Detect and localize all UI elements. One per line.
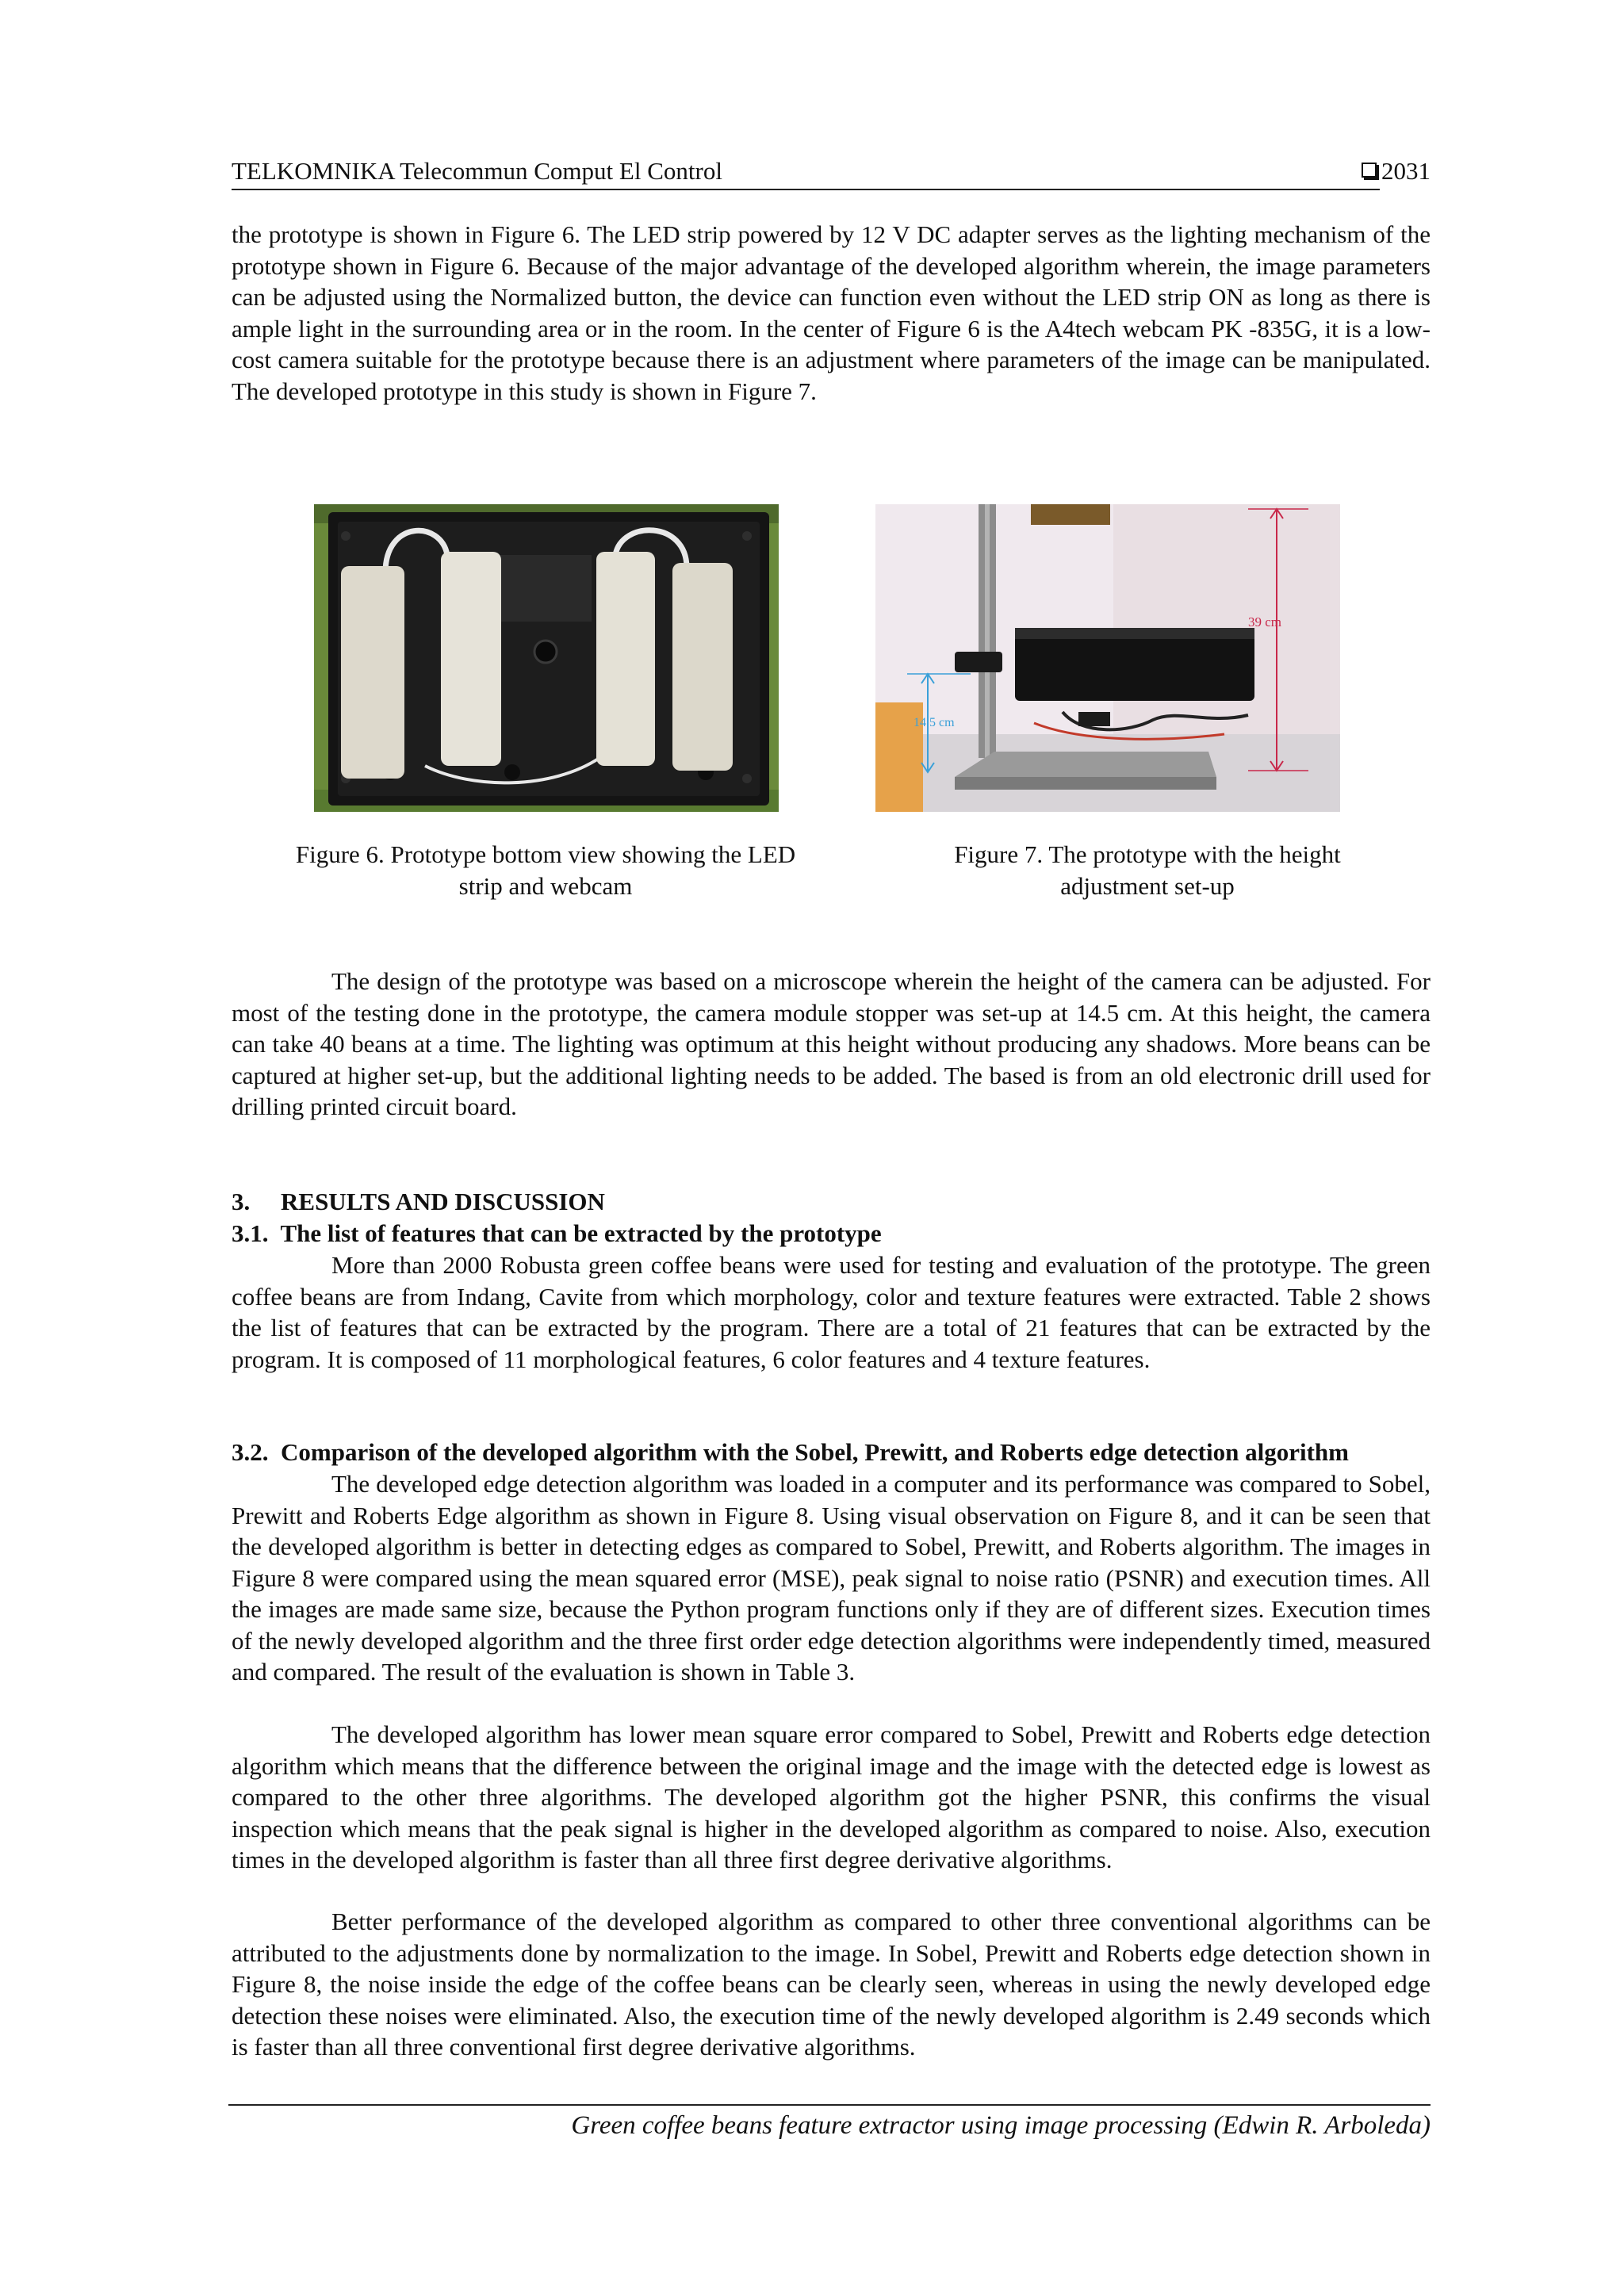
section-3-2-heading: 3.2. Comparison of the developed algorithm with the Sobel, Prewitt, and Roberts edge detection algorithm [232, 1438, 1349, 1466]
figure-6-caption-line2: strip and webcam [458, 871, 633, 900]
section-3-1-paragraph: More than 2000 Robusta green coffee beans were used for testing and evaluation of the prototype. The green coffee beans are from Indang, Cavite from which morphology, color and texture features were extracted. Table 2 shows the list of features that can be extracted by the program. There are a total of 21 features that can be extracted by the program. It is composed of 11 morphological features, 6 color features and 4 texture features. [232, 1251, 1431, 1373]
design-paragraph: The design of the prototype was based on a microscope wherein the height of the camera can be adjusted. For most of the testing done in the prototype, the camera module stopper was set-up at 14.5 cm. At this height, the camera can take 40 beans at a time. The lighting was optimum at this height without producing any shadows. More beans can be captured at higher set-up, but the additional lighting needs to be added. The based is from an old electronic drill used for drilling printed circuit board. [232, 967, 1431, 1120]
journal-name: TELKOMNIKA Telecommun Comput El Control [232, 157, 722, 185]
running-footer: Green coffee beans feature extractor using image processing (Edwin R. Arboleda) [571, 2111, 1431, 2140]
section-3-2-paragraph-3: Better performance of the developed algorithm as compared to other three conventional algorithms can be attributed to the adjustments done by normalization to the image. In Sobel, Prewitt and Roberts edge detection shown in Figure 8, the noise inside the edge of the coffee beans can be clearly seen, whereas in using the newly developed edge detection these noises were eliminated. Also, the execution time of the newly developed algorithm is 2.49 seconds which is faster than all three conventional first degree derivative algorithms. [232, 1908, 1431, 2061]
footer-rule [228, 2104, 1431, 2106]
page-number: 2031 [1381, 157, 1431, 185]
square-bullet-icon [1362, 163, 1377, 178]
figure-7-caption [868, 839, 1427, 901]
section-3-heading: 3. RESULTS AND DISCUSSION [232, 1188, 605, 1215]
figure-7-image [875, 504, 1340, 812]
intro-paragraph: the prototype is shown in Figure 6. The LED strip powered by 12 V DC adapter serves as the lighting mechanism of the prototype shown in Figure 6. Because of the major advantage of the developed algorithm wherein, the image parameters can be adjusted using the Normalized button, the device can function even without the LED strip ON as long as there is ample light in the surrounding area or in the room. In the center of Figure 6 is the A4tech webcam PK -835G, it is a low-cost camera suitable for the prototype because there is an adjustment where parameters of the image can be manipulated. The developed prototype in this study is shown in Figure 7. [232, 220, 1431, 405]
section-3-1-heading: 3.1. The list of features that can be extracted by the prototype [232, 1219, 882, 1247]
figure-7-caption-line1: Figure 7. The prototype with the height [954, 840, 1341, 868]
figure-6-image [314, 504, 779, 812]
figure-6-photo [314, 504, 779, 812]
running-header [232, 155, 1431, 187]
figure-6-caption [252, 839, 839, 901]
figure-7-photo [875, 504, 1340, 812]
section-3-2-paragraph-2: The developed algorithm has lower mean square error compared to Sobel, Prewitt and Roberts edge detection algorithm which means that the difference between the original image and the image with the detected edge is lowest as compared to the other three algorithms. The developed algorithm got the higher PSNR, this confirms the visual inspection which means that the peak signal is higher in the developed algorithm as compared to noise. Also, execution times in the developed algorithm is faster than all three first degree derivative algorithms. [232, 1720, 1431, 1873]
figure-6-caption-line1: Figure 6. Prototype bottom view showing the LED [295, 840, 796, 868]
figure-7-caption-line2: adjustment set-up [1060, 871, 1235, 900]
figure-7-label-39cm: 39 cm [1248, 614, 1282, 629]
figure-7-label-14-5cm: 14.5 cm [914, 716, 955, 729]
section-3-2-paragraph-1: The developed edge detection algorithm was loaded in a computer and its performance was compared to Sobel, Prewitt and Roberts Edge algorithm as shown in Figure 8. Using visual observation on Figure 8, and it can be seen that the developed algorithm is better in detecting edges as compared to Sobel, Prewitt, and Roberts algorithm. The images in Figure 8 were compared using the mean squared error (MSE), peak signal to noise ratio (PSNR) and execution times. All the images are made same size, because the Python program functions only if they are of different sizes. Execution times of the newly developed algorithm and the three first order edge detection algorithms were independently timed, measured and compared. The result of the evaluation is shown in Table 3. [232, 1470, 1431, 1686]
header-rule [232, 189, 1380, 190]
